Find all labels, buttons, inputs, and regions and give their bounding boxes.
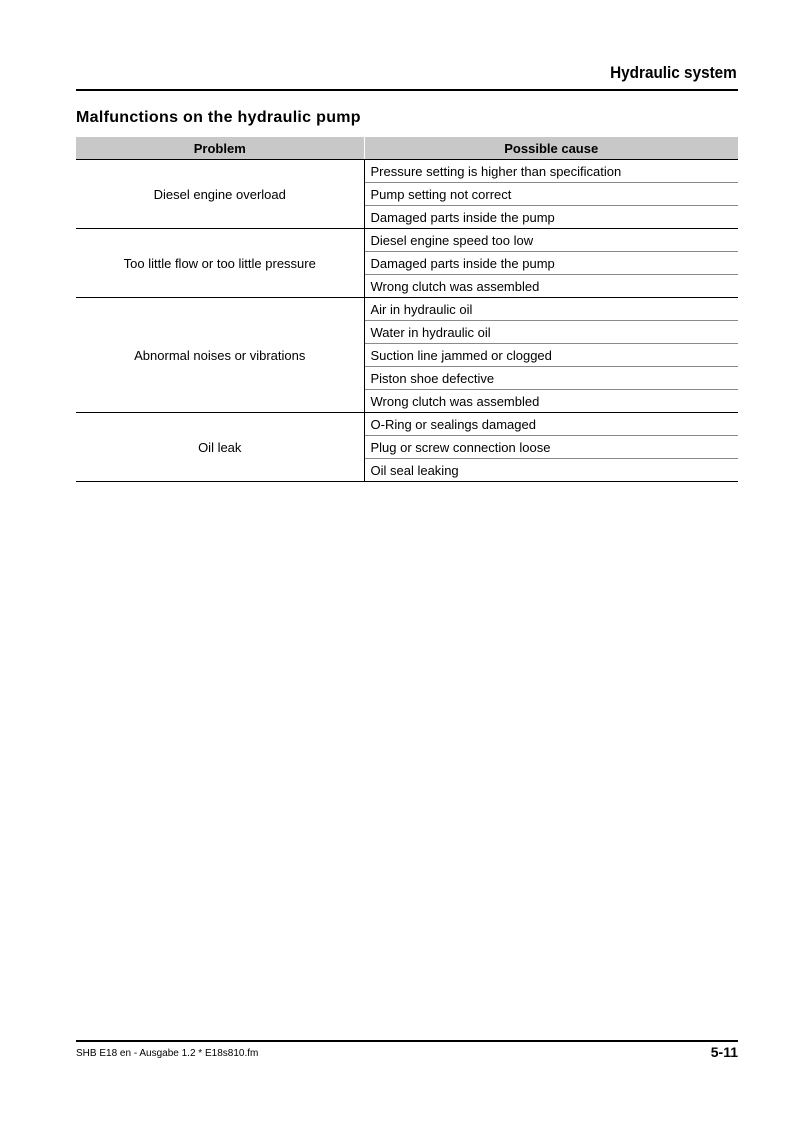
cause-cell: Suction line jammed or clogged <box>364 344 738 367</box>
problem-cell: Abnormal noises or vibrations <box>76 298 364 413</box>
page-number: 5-11 <box>710 1044 738 1060</box>
cause-cell: Damaged parts inside the pump <box>364 206 738 229</box>
cause-cell: Water in hydraulic oil <box>364 321 738 344</box>
table-row <box>76 229 738 252</box>
cause-cell: Piston shoe defective <box>364 367 738 390</box>
footer-document-info: SHB E18 en - Ausgabe 1.2 * E18s810.fm <box>76 1048 259 1059</box>
table-header-row <box>76 137 738 160</box>
cause-cell: Oil seal leaking <box>364 459 738 482</box>
chapter-title: Hydraulic system <box>610 63 737 82</box>
table-row <box>76 160 738 183</box>
cause-cell: Pump setting not correct <box>364 183 738 206</box>
cause-cell: Air in hydraulic oil <box>364 298 738 321</box>
cause-cell: O-Ring or sealings damaged <box>364 413 738 436</box>
column-header-cause: Possible cause <box>364 137 738 160</box>
table-row <box>76 413 738 436</box>
table-row <box>76 298 738 321</box>
cause-cell: Pressure setting is higher than specification <box>364 160 738 183</box>
cause-cell: Damaged parts inside the pump <box>364 252 738 275</box>
footer-divider <box>76 1040 738 1042</box>
problem-cell: Diesel engine overload <box>76 160 364 229</box>
cause-cell: Wrong clutch was assembled <box>364 390 738 413</box>
cause-cell: Plug or screw connection loose <box>364 436 738 459</box>
cause-cell: Wrong clutch was assembled <box>364 275 738 298</box>
malfunctions-table <box>76 137 738 482</box>
problem-cell: Oil leak <box>76 413 364 482</box>
column-header-problem: Problem <box>76 137 364 160</box>
cause-cell: Diesel engine speed too low <box>364 229 738 252</box>
section-title: Malfunctions on the hydraulic pump <box>76 109 361 126</box>
problem-cell: Too little flow or too little pressure <box>76 229 364 298</box>
header-divider <box>76 89 738 91</box>
